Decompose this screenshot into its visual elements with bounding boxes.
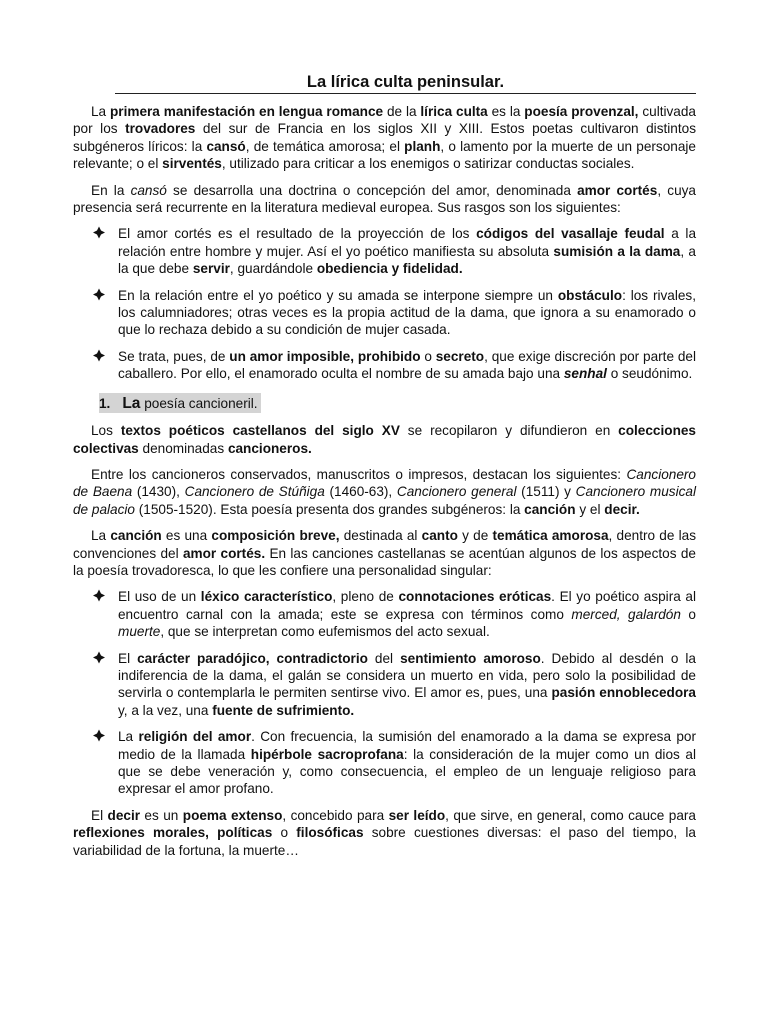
section-heading xyxy=(99,393,261,413)
text-run: a la relación entre hombre y mujer. Así el yo poético manifiesta su absoluta xyxy=(118,226,696,259)
text-run: (1460-63), xyxy=(324,484,397,500)
text-run: sobre cuestiones diversas: el paso del tiempo, la variabilidad de la fortuna, la muerte… xyxy=(73,825,696,858)
text-run: La xyxy=(118,729,139,745)
text-run: , que se interpretan como eufemismos del acto sexual. xyxy=(160,624,490,640)
bullet-list-cancion xyxy=(73,588,696,797)
list-item xyxy=(73,225,696,277)
bullet-list-amor-cortes xyxy=(73,225,696,382)
text-run: de la xyxy=(383,104,421,119)
text-run: y el xyxy=(575,501,605,517)
diamond-bullet-icon xyxy=(93,651,105,664)
paragraph-decir xyxy=(73,807,696,859)
diamond-bullet-icon xyxy=(93,589,105,602)
text-run: El amor cortés es el resultado de la proyección de los xyxy=(118,226,477,242)
emphasis-text: filosóficas xyxy=(296,825,364,841)
emphasis-text: códigos del vasallaje feudal xyxy=(476,226,665,242)
text-run: se recopilaron y difundieron en xyxy=(399,423,619,439)
text-run: cultivada por los xyxy=(73,104,696,137)
emphasis-text: lírica culta xyxy=(420,104,488,119)
text-run: La xyxy=(91,528,111,544)
emphasis-text: amor cortés xyxy=(577,182,658,198)
text-run: destinada al xyxy=(339,528,422,544)
text-run: Se trata, pues, de xyxy=(118,348,230,364)
emphasis-text: composición breve, xyxy=(211,528,340,544)
text-run: En la relación entre el yo poético y su amada se interpone siempre un xyxy=(118,287,558,303)
emphasis-text: reflexiones morales, políticas xyxy=(73,825,273,841)
text-run: . El yo poético aspira al encuentro carnal con la amada; este se expresa con términos como xyxy=(118,589,697,622)
text-run: : los rivales, los calumniadores; otras veces es la propia actitud de la dama, que ignora a su enamorado o que lo rechaza debido a su condición de mujer casada. xyxy=(118,287,696,338)
text-run: Los xyxy=(91,423,121,439)
emphasis-text: Cancionero musical de palacio xyxy=(73,484,696,517)
text-run: , que sirve, en general, como cauce para xyxy=(445,807,696,823)
emphasis-text: Cancionero de Stúñiga xyxy=(184,484,325,500)
emphasis-text: ser leído xyxy=(388,807,446,823)
text-run: En la xyxy=(91,182,131,198)
list-item xyxy=(73,348,696,383)
emphasis-text: decir. xyxy=(604,501,640,517)
emphasis-text: colecciones colectivas xyxy=(73,423,696,456)
text-run: del sur de Francia en los siglos XII y XIII. Estos poetas cultivaron distintos subgéneros líricos: la xyxy=(73,121,696,154)
emphasis-text: canción xyxy=(110,528,162,544)
text-run: es la xyxy=(487,104,525,119)
emphasis-text: pasión ennoblecedora xyxy=(551,685,696,701)
emphasis-text: cansó xyxy=(206,138,246,154)
emphasis-text: carácter paradójico, contradictorio xyxy=(137,650,368,666)
text-run: , de temática amorosa; el xyxy=(245,138,405,154)
emphasis-text: léxico característico xyxy=(200,589,333,605)
emphasis-text: merced, galardón xyxy=(571,606,681,622)
emphasis-text: obstáculo xyxy=(557,287,623,303)
emphasis-text: connotaciones eróticas xyxy=(398,589,552,605)
emphasis-text: canción xyxy=(524,501,576,517)
emphasis-text: poesía provenzal, xyxy=(524,104,639,119)
diamond-bullet-icon xyxy=(93,226,105,239)
text-run: denominadas xyxy=(138,440,228,456)
text-run: . Con frecuencia, la sumisión del enamorado a la dama se expresa por medio de la llamada xyxy=(118,729,696,762)
emphasis-text: cansó xyxy=(130,182,167,198)
emphasis-text: canto xyxy=(421,528,458,544)
emphasis-text: primera manifestación en lengua romance xyxy=(110,104,384,119)
emphasis-text: hipérbole sacroprofana xyxy=(250,746,404,762)
text-run: y de xyxy=(457,528,493,544)
diamond-bullet-icon xyxy=(93,288,105,301)
emphasis-text: textos poéticos castellanos del siglo XV xyxy=(120,423,400,439)
list-item xyxy=(73,287,696,339)
emphasis-text: trovadores xyxy=(125,121,196,137)
list-item xyxy=(73,728,696,798)
text-run: En las canciones castellanas se acentúan algunos de los aspectos de la poesía trovadoresca, lo que les confiere una personalidad singular: xyxy=(73,545,696,578)
emphasis-text: decir xyxy=(107,807,141,823)
text-run: o xyxy=(680,606,696,622)
text-run: : la consideración de la mujer como un dios al que se debe veneración y, como consecuencia, el empleo de un lenguaje religioso para expresar el amor profano. xyxy=(118,746,697,797)
text-run: (1505-1520). Esta poesía presenta dos grandes subgéneros: la xyxy=(134,501,525,517)
page-title: La lírica culta peninsular. xyxy=(306,73,505,91)
emphasis-text: secreto xyxy=(435,348,485,364)
emphasis-text: amor cortés. xyxy=(182,545,266,561)
paragraph-intro-2 xyxy=(73,182,696,217)
emphasis-text: Cancionero general xyxy=(396,484,517,500)
emphasis-text: muerte xyxy=(118,624,161,640)
emphasis-text: servir xyxy=(192,261,230,277)
emphasis-text: cancioneros. xyxy=(227,440,312,456)
emphasis-text: planh xyxy=(404,138,441,154)
text-run: (1430), xyxy=(132,484,185,500)
section-heading-text: poesía cancioneril. xyxy=(140,395,258,411)
text-run: El xyxy=(118,650,138,666)
paragraph-intro-1 xyxy=(73,103,696,173)
text-run: (1511) y xyxy=(516,484,576,500)
text-run: es un xyxy=(140,807,183,823)
emphasis-text: religión del amor xyxy=(138,729,252,745)
diamond-bullet-icon xyxy=(93,349,105,362)
list-item xyxy=(73,588,696,640)
text-run: del xyxy=(367,650,401,666)
text-run: . Debido al desdén o la indiferencia de la dama, el galán se considera un muerto en vida, pero solo la posibilidad de servirla o contemplarla le permiten sentirse vivo. El amor es, pues, una xyxy=(118,650,696,701)
emphasis-text: un amor imposible, prohibido xyxy=(229,348,421,364)
text-run: Entre los cancioneros conservados, manuscritos o impresos, destacan los siguientes: xyxy=(91,466,627,482)
emphasis-text: sentimiento amoroso xyxy=(400,650,541,666)
text-run: El uso de un xyxy=(118,589,201,605)
paragraph-cancion xyxy=(73,527,696,579)
emphasis-text: poema extenso xyxy=(182,807,283,823)
diamond-bullet-icon xyxy=(93,729,105,742)
text-run: y, a la vez, una xyxy=(118,702,213,718)
section-number: 1. xyxy=(99,395,111,411)
text-run: , dentro de las convenciones del xyxy=(73,528,696,561)
text-run: o seudónimo. xyxy=(606,366,693,382)
text-run: , que exige discreción por parte del caballero. Por ello, el enamorado oculta el nombre de su amada bajo una xyxy=(118,348,696,382)
text-run: , guardándole xyxy=(229,261,317,277)
emphasis-text: Cancionero de Baena xyxy=(73,466,696,500)
text-run: o xyxy=(272,825,297,841)
text-run: , o lamento por la muerte de un personaje relevante; o el xyxy=(73,138,696,172)
emphasis-text: obediencia y fidelidad. xyxy=(316,261,463,277)
emphasis-text: sumisión a la dama xyxy=(553,243,681,259)
text-run: , cuya presencia será recurrente en la literatura medieval europea. Sus rasgos son los siguientes: xyxy=(73,182,696,216)
text-run: es una xyxy=(161,528,212,544)
text-run: , a la que debe xyxy=(118,243,696,277)
text-run: , pleno de xyxy=(332,589,399,605)
paragraph-cancioneros-1 xyxy=(73,422,696,457)
emphasis-text: sirventés xyxy=(162,156,222,172)
text-run: El xyxy=(91,807,108,823)
section-heading-first-word: La xyxy=(122,394,141,412)
text-run: o xyxy=(420,348,436,364)
text-run: La xyxy=(91,104,110,119)
emphasis-text: fuente de sufrimiento. xyxy=(212,702,355,718)
text-run: se desarrolla una doctrina o concepción del amor, denominada xyxy=(166,182,578,198)
text-run: , concebido para xyxy=(282,807,389,823)
text-run: , utilizado para criticar a los enemigos o satirizar conductas sociales. xyxy=(221,156,635,172)
section-heading-row xyxy=(99,393,696,413)
emphasis-text: temática amorosa xyxy=(492,528,609,544)
title-block xyxy=(115,72,696,94)
list-item xyxy=(73,650,696,720)
paragraph-cancioneros-2 xyxy=(73,466,696,518)
emphasis-text: senhal xyxy=(563,366,607,382)
